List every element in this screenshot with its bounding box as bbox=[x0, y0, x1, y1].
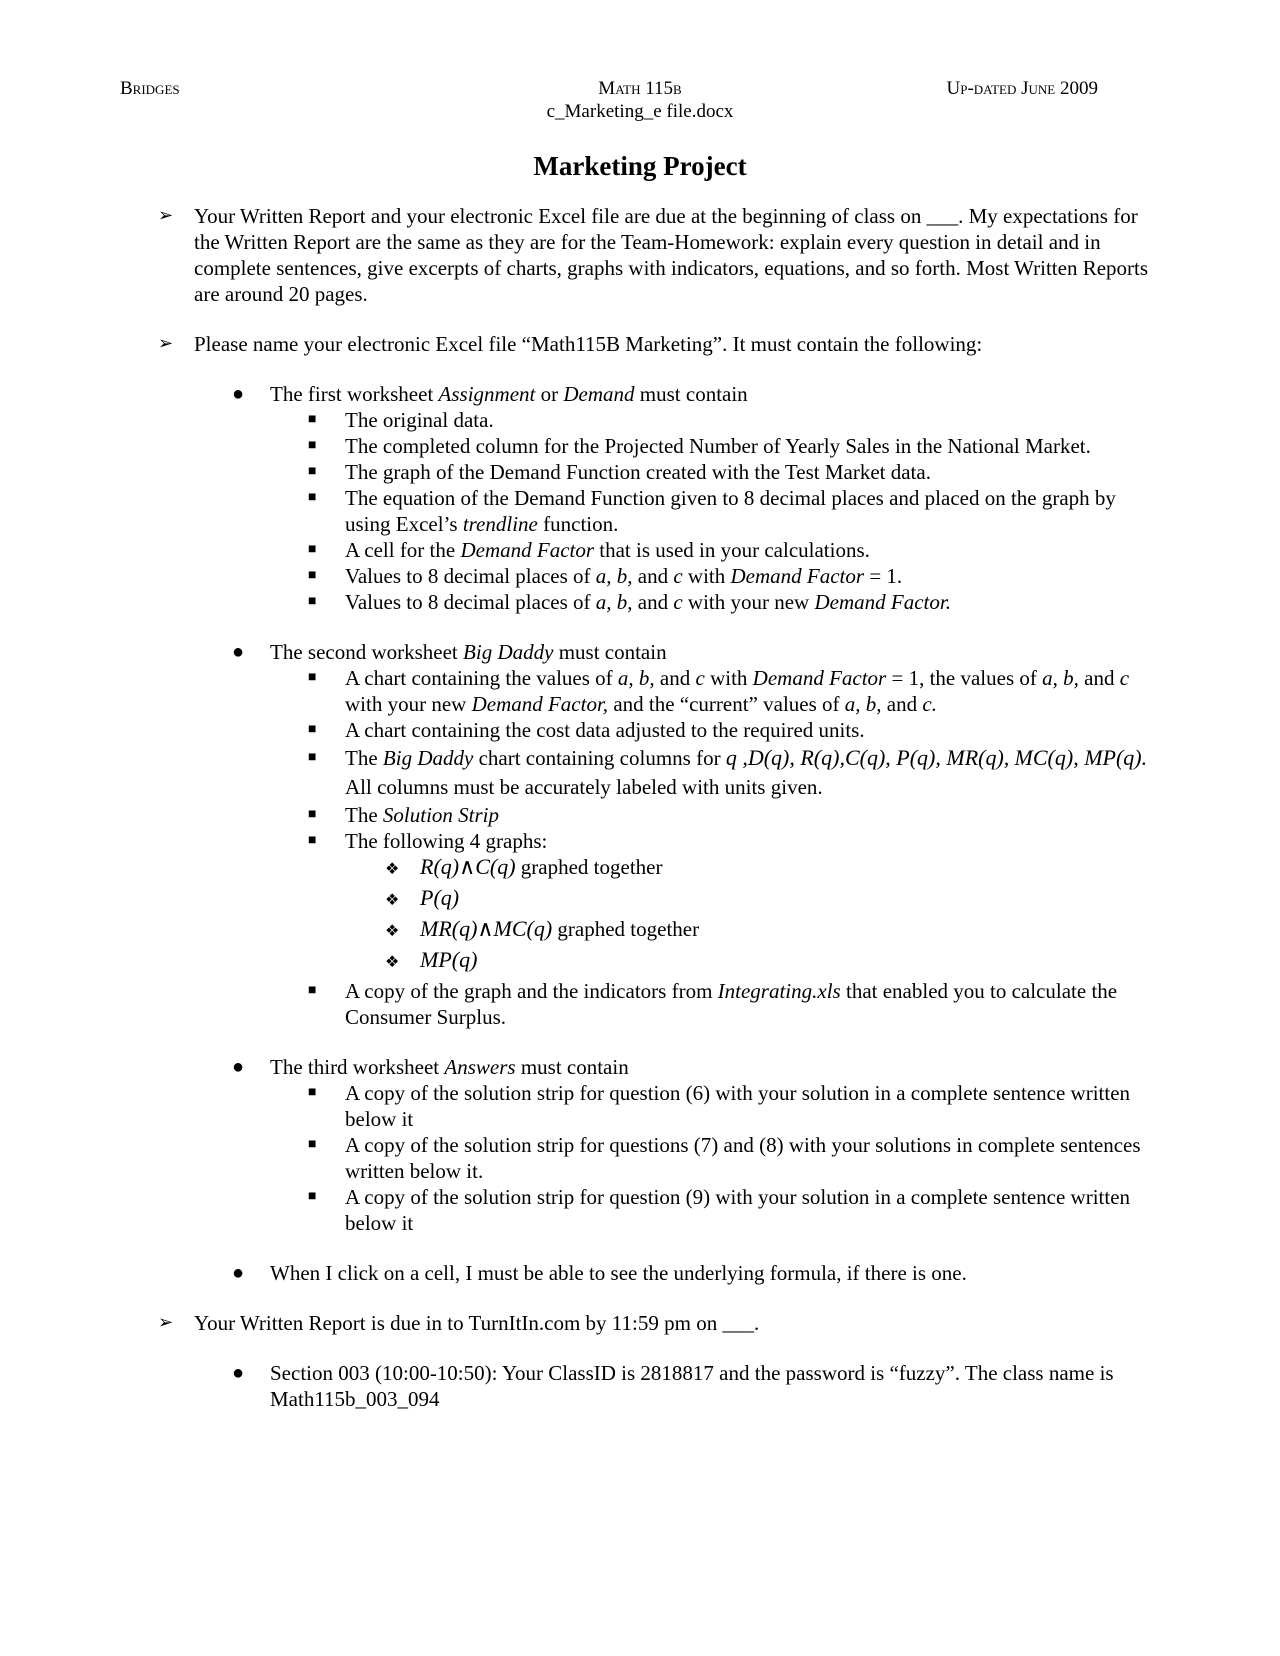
square-bullet-icon: ■ bbox=[308, 1137, 317, 1152]
worksheet-1-item: ■ The original data. bbox=[308, 408, 494, 432]
diamond-bullet-icon: ❖ bbox=[385, 890, 400, 909]
worksheet-3-item: ■ A copy of the solution strip for question (6) with your solution in a complete sentence written below it bbox=[308, 1081, 1131, 1131]
dot-bullet-icon: ● bbox=[232, 1362, 245, 1384]
square-bullet-icon: ■ bbox=[308, 750, 317, 765]
math-expression: q ,D(q), R(q),C(q), P(q), MR(q), bbox=[725, 745, 1010, 770]
worksheet-3-item: ■ A copy of the solution strip for questions (7) and (8) with your solutions in complete sentences written below it. bbox=[308, 1133, 1141, 1183]
header-filename: c_Marketing_e file.docx bbox=[546, 101, 734, 122]
dot-bullet-icon: ● bbox=[232, 1262, 245, 1284]
square-bullet-icon: ■ bbox=[308, 983, 317, 998]
turnitin-paragraph: ➢ Your Written Report is due in to TurnItIn.com by 11:59 pm on ___. bbox=[158, 1311, 760, 1335]
diamond-bullet-icon: ❖ bbox=[385, 952, 400, 971]
square-bullet-icon: ■ bbox=[308, 807, 317, 822]
document-body bbox=[120, 203, 1150, 1412]
square-bullet-icon: ■ bbox=[308, 542, 317, 557]
dot-bullet-icon: ● bbox=[232, 383, 245, 405]
square-bullet-icon: ■ bbox=[308, 670, 317, 685]
header-right: Up-dated June 2009 bbox=[946, 78, 1098, 99]
graph-item: ❖ P(q) bbox=[120, 885, 1150, 916]
square-bullet-icon: ■ bbox=[308, 490, 317, 505]
square-bullet-icon: ■ bbox=[308, 1189, 317, 1204]
square-bullet-icon: ■ bbox=[308, 833, 317, 848]
dot-bullet-icon: ● bbox=[232, 1056, 245, 1078]
worksheet-2-item: ■ The Solution Strip bbox=[308, 803, 500, 827]
arrow-bullet-icon: ➢ bbox=[158, 1312, 174, 1333]
square-bullet-icon: ■ bbox=[308, 568, 317, 583]
worksheet-2-item: ■ A chart containing the cost data adjusted to the required units. bbox=[308, 718, 865, 742]
worksheet-1-item: ■ Values to 8 decimal places of a, b, and c with Demand Factor = 1. bbox=[308, 564, 903, 588]
square-bullet-icon: ■ bbox=[308, 438, 317, 453]
filename-paragraph bbox=[120, 331, 1150, 357]
worksheet-3-intro: ● The third worksheet Answers must contain bbox=[232, 1055, 629, 1079]
worksheet-1-intro: ● The first worksheet Assignment or Demand must contain bbox=[232, 382, 748, 406]
arrow-bullet-icon: ➢ bbox=[158, 333, 174, 354]
worksheet-1-item: ■ A cell for the Demand Factor that is used in your calculations. bbox=[308, 538, 870, 562]
diamond-bullet-icon: ❖ bbox=[385, 921, 400, 940]
graph-item: ❖ R(q)∧C(q) graphed together bbox=[120, 854, 1150, 885]
dot-bullet-icon: ● bbox=[232, 641, 245, 663]
square-bullet-icon: ■ bbox=[308, 594, 317, 609]
square-bullet-icon: ■ bbox=[308, 412, 317, 427]
worksheet-1-item: ■ The graph of the Demand Function created with the Test Market data. bbox=[308, 460, 931, 484]
page-title: Marketing Project bbox=[533, 151, 747, 181]
header-center: Math 115b bbox=[598, 78, 682, 99]
square-bullet-icon: ■ bbox=[308, 1085, 317, 1100]
header-left: Bridges bbox=[120, 78, 180, 99]
worksheet-1-item: ■ Values to 8 decimal places of a, b, and c with your new Demand Factor. bbox=[308, 590, 951, 614]
formula-note: ● When I click on a cell, I must be able to see the underlying formula, if there is one. bbox=[232, 1261, 967, 1285]
graph-item: ❖ MP(q) bbox=[120, 947, 1150, 978]
math-expression: MC(q), MP(q). bbox=[1014, 745, 1148, 770]
worksheet-2-item: ■ A chart containing the values of a, b, and c with Demand Factor = 1, the values of a, b, and c with your new Demand Factor, and the “current” values of a, b, and c. bbox=[308, 666, 1130, 716]
worksheet-2-item: ■ The following 4 graphs: bbox=[308, 829, 548, 853]
filename-paragraph-text: Please name your electronic Excel file “Math115B Marketing”. It must contain the following: bbox=[194, 332, 983, 356]
worksheet-1-item: ■ The completed column for the Projected Number of Yearly Sales in the National Market. bbox=[308, 434, 1091, 458]
graph-item: ❖ MR(q)∧MC(q) graphed together bbox=[120, 916, 1150, 947]
arrow-bullet-icon: ➢ bbox=[158, 205, 174, 226]
worksheet-2-intro: ● The second worksheet Big Daddy must contain bbox=[232, 640, 667, 664]
due-paragraph-text: Your Written Report and your electronic Excel file are due at the beginning of class on ___. My expectations for the Written Report are the same as they are for the Team-Homework: explain every question in detail and in complete sentences, give excerpts of charts, graphs with indicators, equations, and so forth. Most Written Reports are around 20 pages. bbox=[194, 204, 1149, 306]
due-paragraph bbox=[120, 203, 1150, 307]
square-bullet-icon: ■ bbox=[308, 722, 317, 737]
worksheet-2-item: ■ The Big Daddy chart containing columns for q ,D(q), R(q),C(q), P(q), MR(q), MC(q), MP(q). All columns must be accurately labeled with units given. bbox=[308, 745, 1148, 799]
square-bullet-icon: ■ bbox=[308, 464, 317, 479]
worksheet-2-item: ■ A copy of the graph and the indicators from Integrating.xls that enabled you to calculate the Consumer Surplus. bbox=[308, 979, 1118, 1029]
diamond-bullet-icon: ❖ bbox=[385, 859, 400, 878]
worksheet-3-item: ■ A copy of the solution strip for question (9) with your solution in a complete sentence written below it bbox=[308, 1185, 1131, 1235]
worksheet-1-item: ■ The equation of the Demand Function given to 8 decimal places and placed on the graph by using Excel’s trendline function. bbox=[308, 486, 1116, 536]
section-003-info: ● Section 003 (10:00-10:50): Your ClassID is 2818817 and the password is “fuzzy”. The class name is Math115b_003_094 bbox=[232, 1361, 1114, 1411]
